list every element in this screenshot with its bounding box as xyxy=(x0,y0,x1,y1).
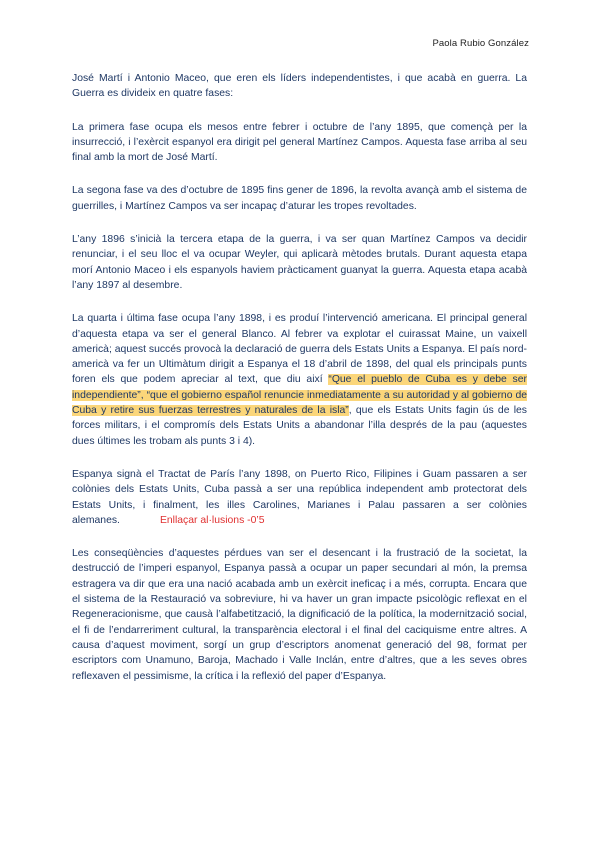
paragraph-intro: José Martí i Antonio Maceo, que eren els líders independentistes, i que acabà en guerra. La Guerra es divideix en quatre fases: xyxy=(72,73,527,100)
paragraph-treaty xyxy=(72,467,527,528)
document-body xyxy=(72,71,527,702)
fourth-phase-text-end: , que els Estats Units fagin ús de les forces militars, i el compromís dels Estats Units a abandonar l’illa després de la pau (aquestes dues últimes les trobam als punts 3 i 4). xyxy=(72,405,527,447)
paragraph-first-phase: La primera fase ocupa els mesos entre febrer i octubre de l’any 1895, que començà per la insurrecció, i l’exèrcit espanyol era dirigit pel general Martínez Campos. Aquesta fase arriba al seu final amb la mort de José Martí. xyxy=(72,121,527,164)
paragraph-consequences: Les conseqüències d’aquestes pérdues van ser el desencant i la frustració de la societat, la destrucció de l’imperi espanyol, Espanya passà a ocupar un paper secundari al món, la premsa estragera va dir que era una nació acabada amb un exèrcit ineficaç i a més, corrupta. Encara que el sistema de la Restauració va sobreviure, hi va haver un gran impacte psicològic reflexat en el Regeneracionisme, que causà l’alfabetització, la dignificació de la política, la modernització social, el fi de l’endarreriment cultural, la transparència electoral i el final del caciquisme entre altres. A causa d’aquest moviment, sorgí un grup d’escriptors anomenat generació del 98, format per escriptors com Unamuno, Baroja, Machado i Valle Inclán, entre d’altres, que a les seves obres reflexaven el pessimisme, la crítica i la reflexió del paper d’Espanya. xyxy=(72,548,527,682)
paragraph-fourth-phase xyxy=(72,311,527,449)
teacher-note: Enllaçar al·lusions -0’5 xyxy=(159,514,265,526)
paragraph-third-phase: L’any 1896 s’inicià la tercera etapa de la guerra, i va ser quan Martínez Campos va decidir renunciar, i el seu lloc el va ocupar Weyler, qui aplicarà mètodes brutals. Durant aquesta etapa morí Antonio Maceo i els espanyols haviem pràcticament guanyat la guerra. Aquesta etapa acabà l’any 1897 al desembre. xyxy=(72,234,527,291)
author-name: Paola Rubio González xyxy=(432,38,529,49)
highlighted-quote: “Que el pueblo de Cuba es y debe ser independiente”, “que el gobierno español renuncie inmediatamente a su autoridad y al gobierno de Cuba y retire sus fuerzas terrestres y naturales de la isla” xyxy=(72,374,527,417)
treaty-text: Espanya signà el Tractat de París l’any 1898, on Puerto Rico, Filipines i Guam passaren a ser colònies dels Estats Units, Cuba passà a ser una república independent amb protectorat dels Estats Units, i finalment, les illes Carolines, Marianes i Palau passaren a ser colònies alemanes. xyxy=(72,468,527,526)
paragraph-second-phase: La segona fase va des d’octubre de 1895 fins gener de 1896, la revolta avançà amb el sistema de guerrilles, i Martínez Campos va ser incapaç d’aturar les tropes revoltades. xyxy=(72,185,527,212)
fourth-phase-text: La quarta i última fase ocupa l’any 1898, i es produí l’intervenció americana. El principal general d’aquesta etapa va ser el general Blanco. Al febrer va explotar el cuirassat Maine, un vaixell americà; aquest succés provocà la declaració de guerra dels Estats Units a Espanya. El país nord-americà va fer un Ultimàtum dirigit a Espanya el 18 d’abril de 1898, del qual els principals punts foren els que podem apreciar al text, que diu així xyxy=(72,313,527,386)
